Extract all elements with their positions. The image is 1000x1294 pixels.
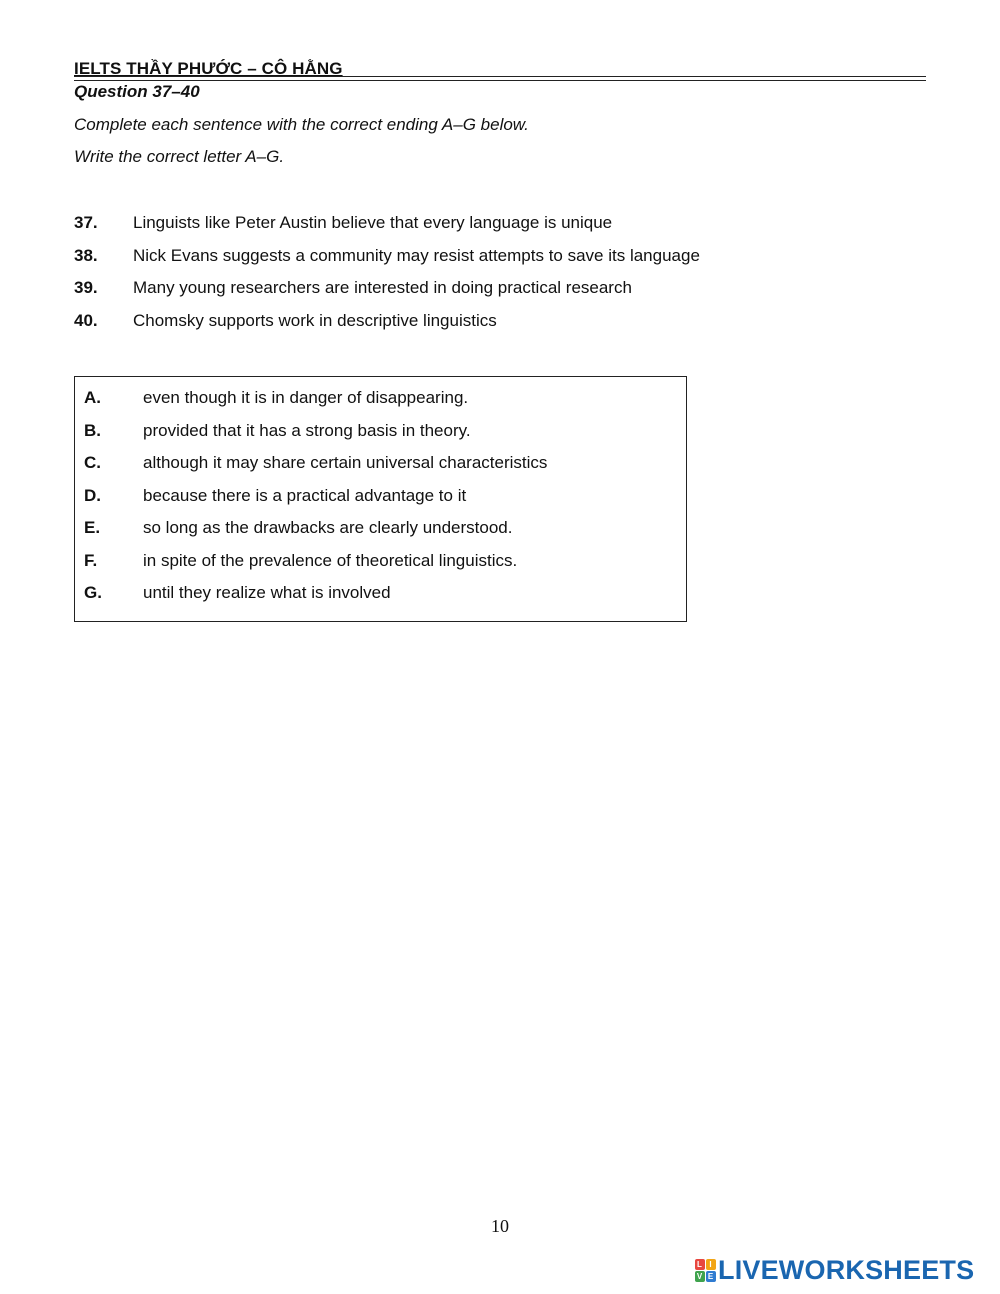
ending-letter: D.	[84, 485, 101, 505]
question-text: Linguists like Peter Austin believe that every language is unique	[133, 213, 613, 232]
header-title: IELTS THẦY PHƯỚC – CÔ HẰNG	[74, 59, 343, 78]
ending-option	[84, 486, 547, 519]
ending-text: until they realize what is involved	[143, 583, 391, 602]
logo-letter-i: I	[706, 1259, 716, 1270]
ending-text: even though it is in danger of disappearing.	[143, 388, 469, 407]
ending-letter: B.	[84, 420, 101, 440]
question-number: 39.	[74, 278, 98, 297]
question-text: Chomsky supports work in descriptive linguistics	[133, 310, 497, 330]
sentence-endings-box	[74, 376, 687, 622]
question-item	[74, 278, 700, 311]
page-number: 10	[491, 1216, 509, 1236]
ending-option	[84, 421, 547, 454]
question-list	[74, 213, 700, 343]
ending-text: because there is a practical advantage to it	[143, 485, 467, 505]
question-number: 38.	[74, 245, 98, 265]
ending-text: so long as the drawbacks are clearly understood.	[143, 518, 513, 537]
question-item	[74, 213, 700, 246]
instruction-line: Write the correct letter A–G.	[74, 147, 285, 166]
question-text: Nick Evans suggests a community may resist attempts to save its language	[133, 245, 700, 265]
question-text: Many young researchers are interested in doing practical research	[133, 278, 632, 297]
ending-text: in spite of the prevalence of theoretical linguistics.	[143, 550, 518, 570]
header-rule-secondary	[74, 80, 926, 81]
liveworksheets-brand[interactable]	[694, 1255, 974, 1285]
ending-letter: A.	[84, 388, 101, 407]
ending-letter: F.	[84, 550, 98, 570]
logo-letter-v: V	[695, 1271, 705, 1282]
ending-letter: E.	[84, 518, 101, 537]
question-range-heading: Question 37–40	[74, 82, 200, 101]
header-rule	[74, 76, 926, 77]
ending-text: although it may share certain universal characteristics	[143, 453, 548, 472]
logo-letter-e: E	[706, 1271, 716, 1282]
sentence-endings-list	[84, 388, 547, 616]
question-number: 40.	[74, 310, 98, 330]
ending-text: provided that it has a strong basis in theory.	[143, 420, 471, 440]
ending-option	[84, 551, 547, 584]
liveworksheets-logo-icon	[694, 1258, 716, 1282]
ending-option	[84, 583, 547, 616]
question-number: 37.	[74, 213, 98, 232]
ending-option	[84, 453, 547, 486]
question-item	[74, 311, 700, 344]
ending-option	[84, 388, 547, 421]
ending-letter: C.	[84, 453, 101, 472]
instruction-line: Complete each sentence with the correct ending A–G below.	[74, 115, 529, 134]
question-item	[74, 246, 700, 279]
document-header	[74, 59, 926, 81]
brand-wordmark: LIVEWORKSHEETS	[718, 1254, 975, 1285]
ending-option	[84, 518, 547, 551]
logo-letter-l: L	[695, 1259, 705, 1270]
ending-letter: G.	[84, 583, 102, 602]
